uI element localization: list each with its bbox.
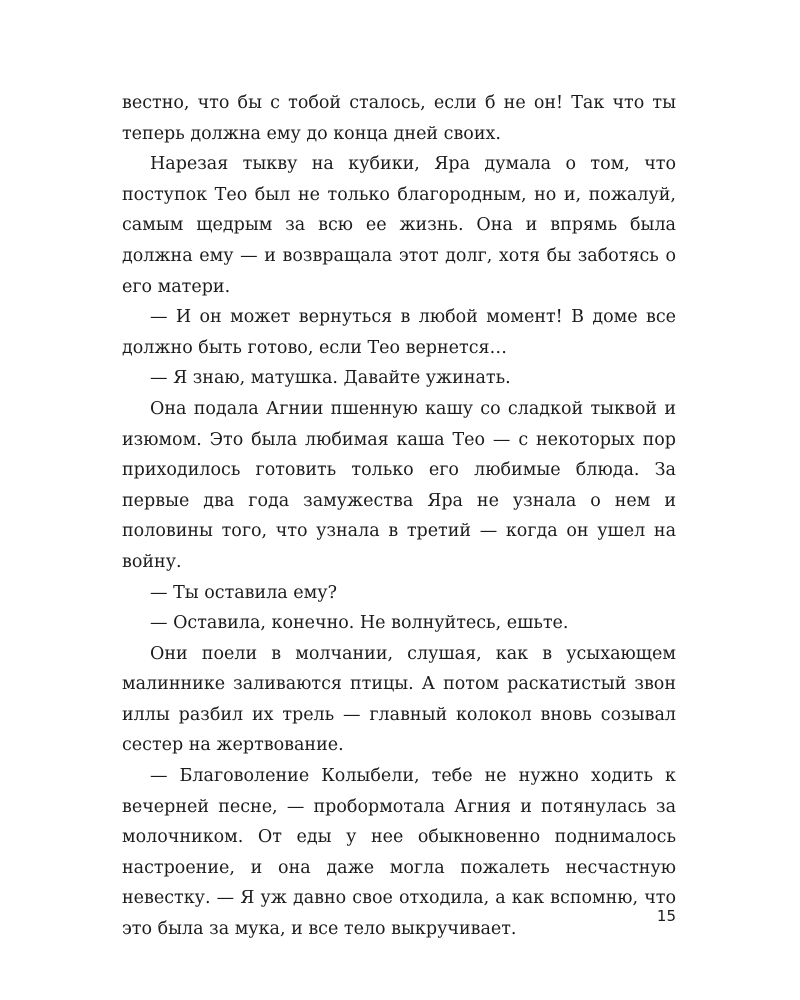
dialogue-line: — Я знаю, матушка. Давайте ужинать. (150, 368, 511, 389)
dialogue-line: — Ты оставила ему? (150, 582, 337, 603)
paragraph: Нарезая тыкву на кубики, Яра думала о том, что поступок Тео был не только благородным, но и, пожалуй, самым щедрым за всю ее жизнь. Она и впрямь была должна ему — и возвращала этот долг, хотя бы заботясь о его матери. (122, 154, 676, 297)
dialogue-line: — Оставила, конечно. Не волнуйтесь, ешьте. (150, 613, 569, 634)
page-body (122, 88, 676, 945)
paragraph: Они поели в молчании, слушая, как в усыхающем малиннике заливаются птицы. А потом раскатистый звон иллы разбил их трель — главный колокол вновь созывал сестер на жертвование. (122, 643, 676, 756)
paragraph: Она подала Агнии пшенную кашу со сладкой тыквой и изюмом. Это была любимая каша Тео — с некоторых пор приходилось готовить только его любимые блюда. За первые два года замужества Яра не узнала о нем и половины того, что узнала в третий — когда он ушел на войну. (122, 398, 676, 572)
page-number: 15 (656, 907, 676, 925)
dialogue-line: — Благоволение Колыбели, тебе не нужно ходить к вечерней песне, — пробормотала Агния и потянулась за молочником. От еды у нее обыкновенно поднималось настроение, и она даже могла пожалеть несчастную невестку. — Я уж давно свое отходила, а как вспомню, что это была за мука, и все тело выкручивает. (122, 766, 676, 940)
dialogue-line: — И он может вернуться в любой момент! В доме все должно быть готово, если Тео вернется… (122, 307, 676, 358)
paragraph-continuation: вестно, что бы с тобой сталось, если б не он! Так что ты теперь должна ему до конца дней своих. (122, 93, 676, 144)
